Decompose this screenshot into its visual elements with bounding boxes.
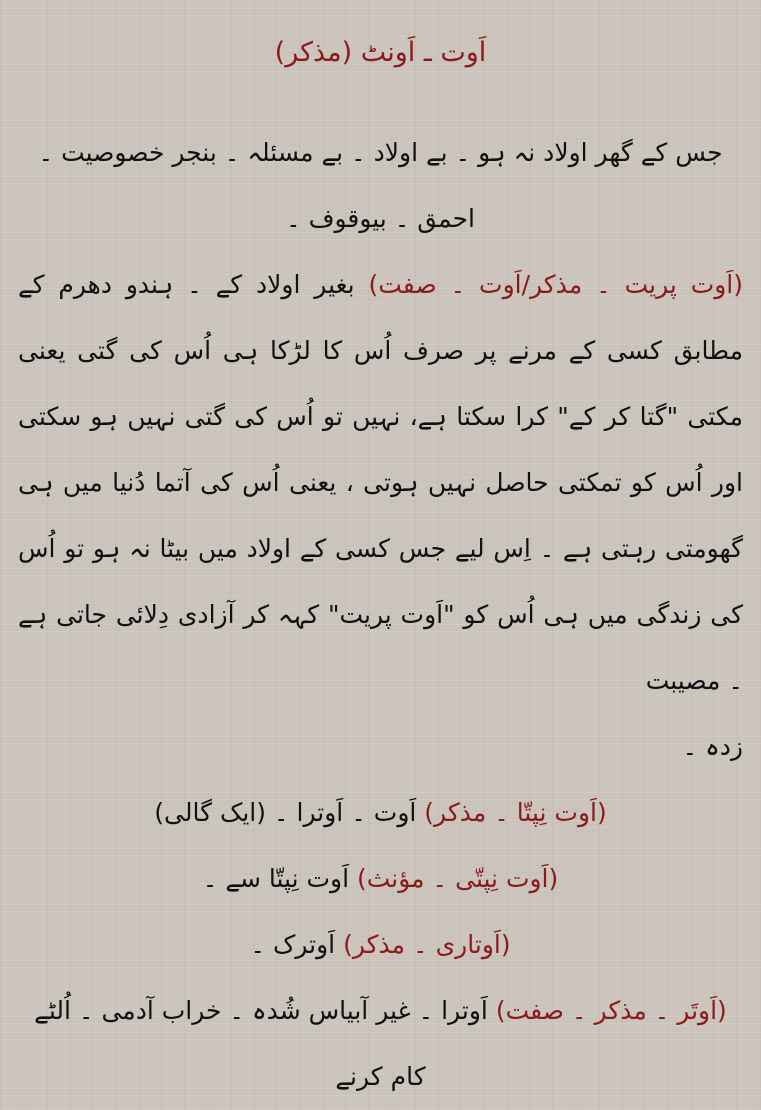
entry-7 [18,978,743,1110]
entry-7-text: اَوترا ۔ غیر آبیاس شُدہ ۔ خراب آدمی ۔ اُلٹے کام کرنے [34,996,488,1091]
entry-6 [18,912,743,978]
page-title: اَوت ـ اَونٹ (مذکر) [274,37,487,68]
entries-body [18,120,743,1110]
entry-2-text: احمق ۔ بیوقوف ۔ [285,204,476,233]
entry-3-head: (اَوت پریت ۔ مذکر/اَوت ۔ صفت) [368,270,744,299]
entry-4 [18,780,743,846]
entry-5-text: اَوت نِپتّا سے ۔ [202,864,350,893]
entry-3-text: بغیر اولاد کے ۔ ہندو دھرم کے مطابق کسی کے مرنے پر صرف اُس کا لڑکا ہی اُس کی گتی یعنی مکتی "گتا کر کے" کرا سکتا ہے، نہیں تو اُس کی گتی نہیں ہو سکتی اور اُس کو تمکتی حاصل نہیں ہوتی ، یعنی اُس کی آتما دُنیا میں ہی گھومتی رہتی ہے ۔ اِس لیے جس کسی کے اولاد میں بیٹا نہ ہو تو اُس کی زندگی میں ہی اُس کو "اَوت پریت" کہہ کر آزادی دِلائی جاتی ہے ۔ مصیبت [18,270,743,695]
entry-1 [18,120,743,186]
entry-3-tail: زدہ ۔ [682,732,743,761]
entry-7-head: (اَوتَر ۔ مذکر ۔ صفت) [495,996,727,1025]
entry-3 [18,252,743,780]
entry-1-text: جس کے گھر اولاد نہ ہو ۔ بے اولاد ۔ بے مسئلہ ۔ بنجر خصوصیت ۔ [38,138,723,167]
entry-5 [18,846,743,912]
entry-6-head: (اَوتاری ۔ مذکر) [343,930,511,959]
entry-4-head: (اَوت نِپتّا ۔ مذکر) [424,798,607,827]
entry-4-text: اَوت ۔ اَوترا ۔ (ایک گالی) [154,798,417,827]
entry-6-text: اَوترک ۔ [250,930,336,959]
entry-2 [18,186,743,252]
entry-5-head: (اَوت نِپتّی ۔ مؤنث) [357,864,559,893]
